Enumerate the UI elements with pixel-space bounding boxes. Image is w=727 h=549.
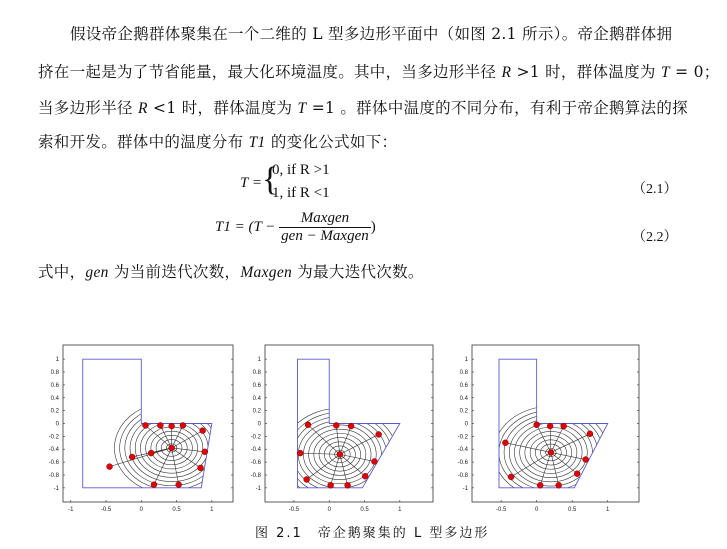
y-tick-label: 0: [55, 421, 59, 428]
x-tick-label: -0.5: [495, 507, 507, 513]
penguin-point: [328, 482, 334, 488]
penguin-point: [157, 422, 163, 428]
penguin-point: [180, 422, 186, 428]
text: 为当前迭代次数，: [108, 263, 241, 281]
y-tick-label: 1: [257, 357, 261, 364]
penguin-point: [587, 431, 593, 437]
spoke-line: [340, 434, 379, 454]
text: 式中，: [38, 263, 86, 281]
penguin-point: [107, 464, 113, 470]
center-point: [548, 449, 554, 455]
x-tick-label: 0: [139, 507, 143, 513]
text: = 0；: [669, 63, 720, 81]
math-var: R: [138, 100, 148, 117]
math-var: Maxgen: [240, 264, 293, 281]
penguin-point: [348, 423, 354, 429]
penguin-point: [371, 458, 377, 464]
spoke-line: [551, 426, 564, 452]
math-var: gen: [85, 264, 109, 281]
math-var: T: [660, 64, 670, 81]
y-tick-label: -1: [462, 485, 468, 492]
y-tick-label: 0.4: [459, 395, 468, 402]
y-tick-label: 1: [464, 357, 468, 364]
penguin-point: [556, 482, 562, 488]
text: =1 。群体中温度的不同分布，有利于帝企鹅算法的探: [306, 99, 688, 117]
spoke-line: [300, 453, 340, 454]
figure-caption: 图 2.1 帝企鹅聚集的 L 型多边形: [255, 526, 490, 541]
y-tick-label: -0.8: [48, 472, 59, 479]
penguin-point: [561, 423, 567, 429]
spoke-line: [336, 425, 340, 454]
penguin-point: [151, 482, 157, 488]
penguin-point: [537, 482, 543, 488]
x-tick-label: -0.5: [288, 507, 300, 513]
penguin-point: [200, 428, 206, 434]
y-tick-label: 0.6: [252, 382, 261, 389]
equation-2-1-lhs: T =: [240, 175, 262, 191]
penguin-point: [583, 457, 589, 463]
math-var: T: [297, 100, 307, 117]
penguin-point: [202, 449, 208, 455]
y-tick-label: 0.6: [50, 382, 59, 389]
paren: ): [370, 219, 376, 235]
penguin-point: [508, 474, 514, 480]
penguin-point: [304, 476, 310, 482]
penguin-point: [198, 465, 204, 471]
penguin-point: [148, 450, 154, 456]
spoke-line: [551, 452, 586, 459]
spoke-line: [340, 454, 375, 461]
math-var: R: [501, 64, 512, 81]
y-tick-label: 0.4: [50, 395, 59, 402]
y-tick-label: -1: [53, 485, 59, 492]
text: <1 时，群体温度为: [147, 99, 298, 117]
x-tick-label: 1: [398, 507, 402, 513]
spoke-line: [154, 448, 172, 485]
y-tick-label: 0.6: [459, 382, 468, 389]
y-tick-label: -0.6: [457, 460, 468, 467]
spoke-line: [540, 452, 551, 485]
penguin-point: [534, 422, 540, 428]
penguin-point: [345, 482, 351, 488]
penguin-point: [176, 482, 182, 488]
center-point: [169, 445, 175, 451]
plot-1: [49, 345, 233, 513]
penguin-point: [169, 423, 175, 429]
penguin-point: [362, 473, 368, 479]
y-tick-label: 0.8: [459, 370, 468, 377]
x-tick-label: -1: [68, 507, 74, 513]
y-tick-label: -0.8: [250, 472, 261, 479]
y-tick-label: 0.2: [459, 408, 468, 415]
text: 索和开发。群体中的温度分布: [38, 133, 249, 151]
y-tick-label: -0.4: [48, 447, 59, 454]
x-tick-label: 0: [534, 507, 539, 513]
y-tick-label: 0.8: [252, 370, 261, 377]
y-tick-label: -0.2: [250, 434, 261, 441]
equation-lhs: T1 = (T −: [215, 219, 276, 235]
penguin-point: [547, 423, 553, 429]
penguin-point: [574, 471, 580, 477]
x-tick-label: 0.5: [360, 507, 369, 513]
y-tick-label: 0.4: [252, 395, 261, 402]
y-tick-label: 0.2: [50, 408, 59, 415]
y-tick-label: -0.4: [457, 447, 468, 454]
penguin-point: [129, 454, 135, 460]
center-point: [337, 451, 343, 457]
x-tick-label: 0.5: [568, 507, 577, 513]
y-tick-label: 1: [55, 357, 59, 364]
y-tick-label: -0.2: [457, 434, 468, 441]
text: 当多边形半径: [38, 99, 139, 117]
y-tick-label: 0.2: [252, 408, 261, 415]
plot-2: [251, 345, 433, 513]
y-tick-label: -1: [255, 485, 261, 492]
x-tick-label: 0.5: [172, 507, 181, 513]
spoke-line: [505, 443, 550, 453]
equation-number-2-2: （2.2）: [632, 230, 678, 245]
text: 的变化公式如下：: [265, 133, 398, 151]
text: 挤在一起是为了节省能量，最大化环境温度。其中，当多边形半径: [38, 63, 502, 81]
y-tick-label: 0: [464, 421, 468, 428]
y-tick-label: -0.6: [48, 460, 59, 467]
text: >1 时，群体温度为: [511, 63, 661, 81]
equation-2-1-case-1: 0, if R >1: [272, 162, 330, 178]
spoke-line: [172, 448, 179, 485]
penguin-point: [305, 422, 311, 428]
x-tick-label: 0: [327, 507, 331, 513]
denominator: gen − Maxgen: [281, 228, 369, 244]
penguin-point: [502, 440, 508, 446]
y-tick-label: -0.8: [457, 472, 468, 479]
x-tick-label: 1: [606, 507, 610, 513]
penguin-point: [297, 450, 303, 456]
text: 为最大迭代次数。: [292, 263, 424, 281]
equation-2-1-case-2: 1, if R <1: [272, 185, 330, 201]
y-tick-label: -0.4: [250, 447, 261, 454]
penguin-point: [376, 431, 382, 437]
y-tick-label: -0.2: [48, 434, 59, 441]
spoke-line: [551, 452, 559, 485]
plot-3: [458, 345, 639, 513]
numerator: Maxgen: [279, 210, 371, 228]
math-var: T1: [248, 134, 266, 151]
brace: {: [262, 161, 279, 198]
penguin-point: [333, 422, 339, 428]
x-tick-label: 1: [210, 507, 214, 513]
spoke-line: [340, 454, 348, 485]
l-polygon: [499, 359, 608, 488]
y-tick-label: 0: [257, 421, 261, 428]
spoke-line: [340, 426, 351, 454]
x-tick-label: -0.5: [100, 507, 112, 513]
y-tick-label: 0.8: [50, 370, 59, 377]
penguin-point: [143, 422, 149, 428]
text: 假设帝企鹅群体聚集在一个二维的 L 型多边形平面中（如图 2.1 所示）。帝企鹅群体拥: [70, 25, 673, 43]
equation-number-2-1: （2.1）: [632, 182, 678, 197]
y-tick-label: -0.6: [250, 460, 261, 467]
